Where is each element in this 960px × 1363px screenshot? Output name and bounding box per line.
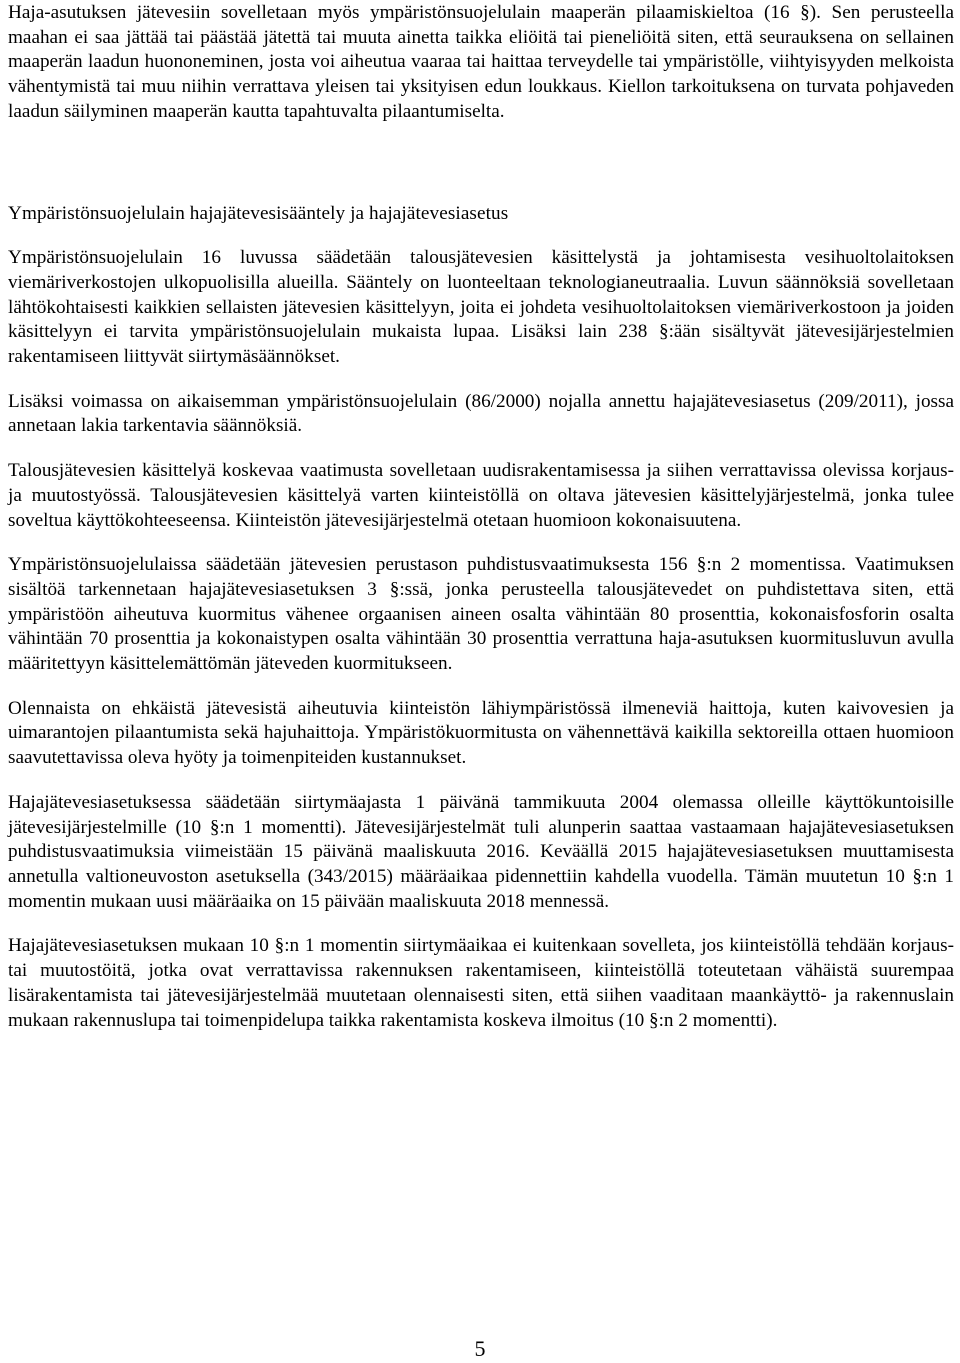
document-page — [8, 0, 954, 1033]
paragraph-1: Ympäristönsuojelulain 16 luvussa säädetään talousjätevesien käsittelystä ja johtamisesta vesihuoltolaitoksen viemäriverkostojen ulkopuolisilla alueilla. Sääntely on luonteeltaan teknologianeutraalia. Luvun säännöksiä sovelletaan lähtökohtaisesti kaikkien sellaisten jätevesien käsittelyyn, joita ei johdeta vesihuoltolaitoksen viemäriverkostoon ja joiden käsittelyyn ei tarvita ympäristönsuojelulain mukaista lupaa. Lisäksi lain 238 §:ään sisältyvät jätevesijärjestelmien rakentamiseen liittyvät siirtymäsäännökset. — [8, 247, 954, 368]
paragraph-4: Ympäristönsuojelulaissa säädetään jätevesien perustason puhdistusvaatimuksesta 156 §:n 2 momentissa. Vaatimuksen sisältöä tarkennetaan hajajätevesiasetuksen 3 §:ssä, jonka perusteella talousjätevedet on puhdistettava siten, että ympäristöön aiheutuva kuormitus vähenee orgaanisen aineen osalta vähintään 80 prosenttia, kokonaisfosforin osalta vähintään 70 prosenttia ja kokonaistypen osalta vähintään 30 prosenttia verrattuna haja-asutuksen kuormitusluvun avulla määritettyyn käsittelemättömän jäteveden kuormitukseen. — [8, 554, 954, 675]
paragraph-7: Hajajätevesiasetuksen mukaan 10 §:n 1 momentin siirtymäaikaa ei kuitenkaan sovelleta, jos kiinteistöllä tehdään korjaus- tai muutostöitä, jotka ovat verrattavissa rakennuksen rakentamiseen, kiinteistöllä toteutetaan vähäistä suurempaa lisärakentamista tai jätevesijärjestelmää muutetaan olennaisesti siten, että siihen vaaditaan maankäyttö- ja rakennuslain mukaan rakennuslupa tai toimenpidelupa taikka rakentamista koskeva ilmoitus (10 §:n 2 momentti). — [8, 935, 954, 1031]
paragraph-2: Lisäksi voimassa on aikaisemman ympäristönsuojelulain (86/2000) nojalla annettu hajajätevesiasetus (209/2011), jossa annetaan lakia tarkentavia säännöksiä. — [8, 390, 954, 437]
page-number: 5 — [474, 1336, 486, 1361]
intro-paragraph: Haja-asutuksen jätevesiin sovelletaan myös ympäristönsuojelulain maaperän pilaamiskieltoa (16 §). Sen perusteella maahan ei saa jättää tai päästää jätettä tai muuta ainetta taikka eliöitä tai pieneliöitä siten, että seurauksena on sellainen maaperän laadun huononeminen, josta voi aiheutua vaaraa tai haittaa terveydelle tai ympäristölle, viihtyisyyden melkoista vähentymistä tai muu niihin verrattava yleisen tai yksityisen edun loukkaus. Kiellon tarkoituksena on turvata pohjaveden laadun säilyminen maaperän kautta tapahtuvalta pilaantumiselta. — [8, 2, 954, 122]
paragraph-5: Olennaista on ehkäistä jätevesistä aiheutuvia kiinteistön lähiympäristössä ilmeneviä haittoja, kuten kaivovesien ja uimarantojen pilaantumista sekä hajuhaittoja. Ympäristökuormitusta on vähennettävä kaikilla sektoreilla ottaen huomioon saavutettavissa oleva hyöty ja toimenpiteiden kustannukset. — [8, 697, 954, 769]
paragraph-3: Talousjätevesien käsittelyä koskevaa vaatimusta sovelletaan uudisrakentamisessa ja siihen verrattavissa olevissa korjaus- ja muutostyössä. Talousjätevesien käsittelyä varten kiinteistöllä on oltava jätevesien käsittelyjärjestelmä, jonka tulee soveltua käyttökohteeseensa. Kiinteistön jätevesijärjestelmä otetaan huomioon kokonaisuutena. — [8, 460, 954, 531]
paragraph-6: Hajajätevesiasetuksessa säädetään siirtymäajasta 1 päivänä tammikuuta 2004 olemassa olleille käyttökuntoisille jätevesijärjestelmille (10 §:n 1 momentti). Jätevesijärjestelmät tuli alunperin saattaa vastaamaan hajajätevesiasetuksen puhdistusvaatimuksia viimeistään 15 päivänä maaliskuuta 2016. Keväällä 2015 hajajätevesiasetuksen muuttamisesta annetulla valtioneuvoston asetuksella (343/2015) määräaikaa pidennettiin kahdella vuodella. Tämän muutetun 10 §:n 1 momentin mukaan uusi määräaika on 15 päivään maaliskuuta 2018 mennessä. — [8, 791, 954, 912]
section-heading: Ympäristönsuojelulain hajajätevesisääntely ja hajajätevesiasetus — [8, 202, 509, 224]
